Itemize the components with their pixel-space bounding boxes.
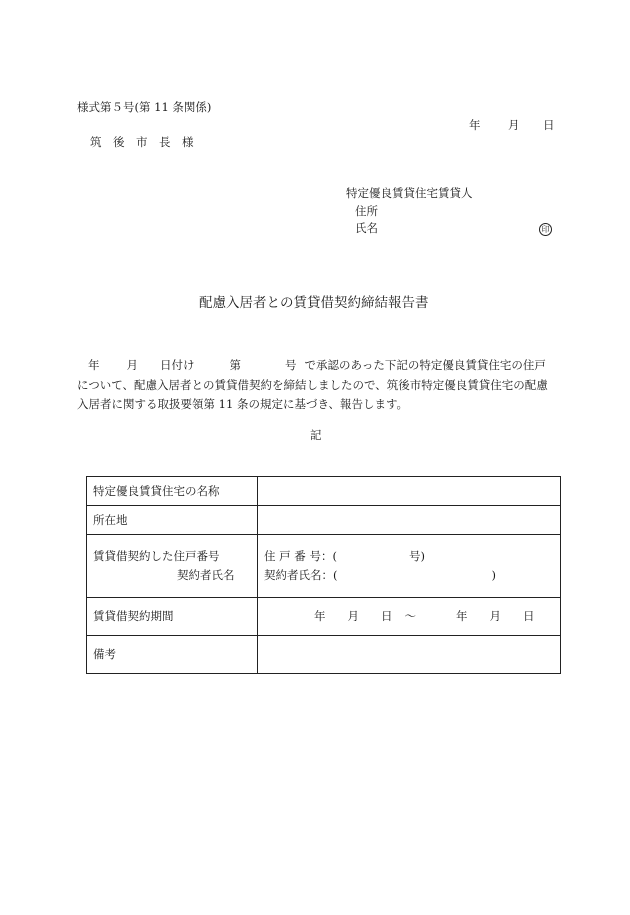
addressee: 筑 後 市 長 様: [90, 135, 194, 149]
contractor-field: 契約者氏名：(: [264, 568, 338, 582]
body-year: 年: [88, 358, 100, 372]
date-year: 年: [469, 118, 481, 132]
form-number: 様式第５号(第 11 条関係): [77, 100, 212, 114]
date-day: 日: [543, 118, 555, 132]
location-label: 所在地: [87, 506, 258, 535]
applicant-address-label: 住所: [355, 204, 378, 218]
contractor-suffix: ): [491, 568, 496, 582]
body-go: 号: [285, 358, 297, 372]
body-text: で承認のあった下記の特定優良賃貸住宅の住戸について、配慮入居者との賃貸借契約を締結しましたので、筑後市特定優良賃貸住宅の配慮入居者に関する取扱要領第 11 条の規定に基づき、報告します。: [77, 358, 548, 411]
housing-name-label: 特定優良賃貸住宅の名称: [87, 477, 258, 506]
applicant-name-label: 氏名: [355, 221, 378, 235]
ki-label: 記: [310, 428, 322, 442]
period-field[interactable]: [258, 598, 561, 636]
period-year1: 年: [314, 609, 326, 623]
body-month: 月: [126, 358, 138, 372]
table-row: [87, 477, 561, 506]
period-day2: 日: [523, 609, 535, 623]
contract-detail-cell[interactable]: [258, 535, 561, 598]
table-row: [87, 598, 561, 636]
remarks-field[interactable]: [258, 636, 561, 674]
document-title: 配慮入居者との賃貸借契約締結報告書: [199, 295, 429, 311]
table-row: [87, 636, 561, 674]
period-day1: 日: [381, 609, 393, 623]
unit-number-field: 住 戸 番 号：(: [264, 549, 337, 563]
unit-number-line: [264, 547, 554, 566]
period-month2: 月: [489, 609, 501, 623]
period-tilde: 〜: [404, 609, 416, 623]
table-row: [87, 535, 561, 598]
period-year2: 年: [456, 609, 468, 623]
body-dai: 第: [229, 358, 241, 372]
seal-mark: [539, 221, 552, 236]
period-label: 賃貸借契約期間: [87, 598, 258, 636]
contract-unit-cell: [87, 535, 258, 598]
body-paragraph: [77, 356, 557, 415]
remarks-label: 備考: [87, 636, 258, 674]
seal-icon: 印: [539, 223, 552, 236]
contract-unit-label: 賃貸借契約した住戸番号: [93, 549, 220, 563]
period-month1: 月: [347, 609, 359, 623]
unit-number-suffix: 号): [408, 549, 425, 563]
housing-name-field[interactable]: [258, 477, 561, 506]
contractor-name-label: 契約者氏名: [177, 568, 235, 582]
body-dated: 日付け: [160, 358, 195, 372]
applicant-role: 特定優良賃貸住宅賃貸人: [346, 186, 473, 200]
report-table: [86, 476, 561, 674]
location-field[interactable]: [258, 506, 561, 535]
date-month: 月: [508, 118, 520, 132]
contractor-line: [264, 566, 554, 585]
table-row: [87, 506, 561, 535]
